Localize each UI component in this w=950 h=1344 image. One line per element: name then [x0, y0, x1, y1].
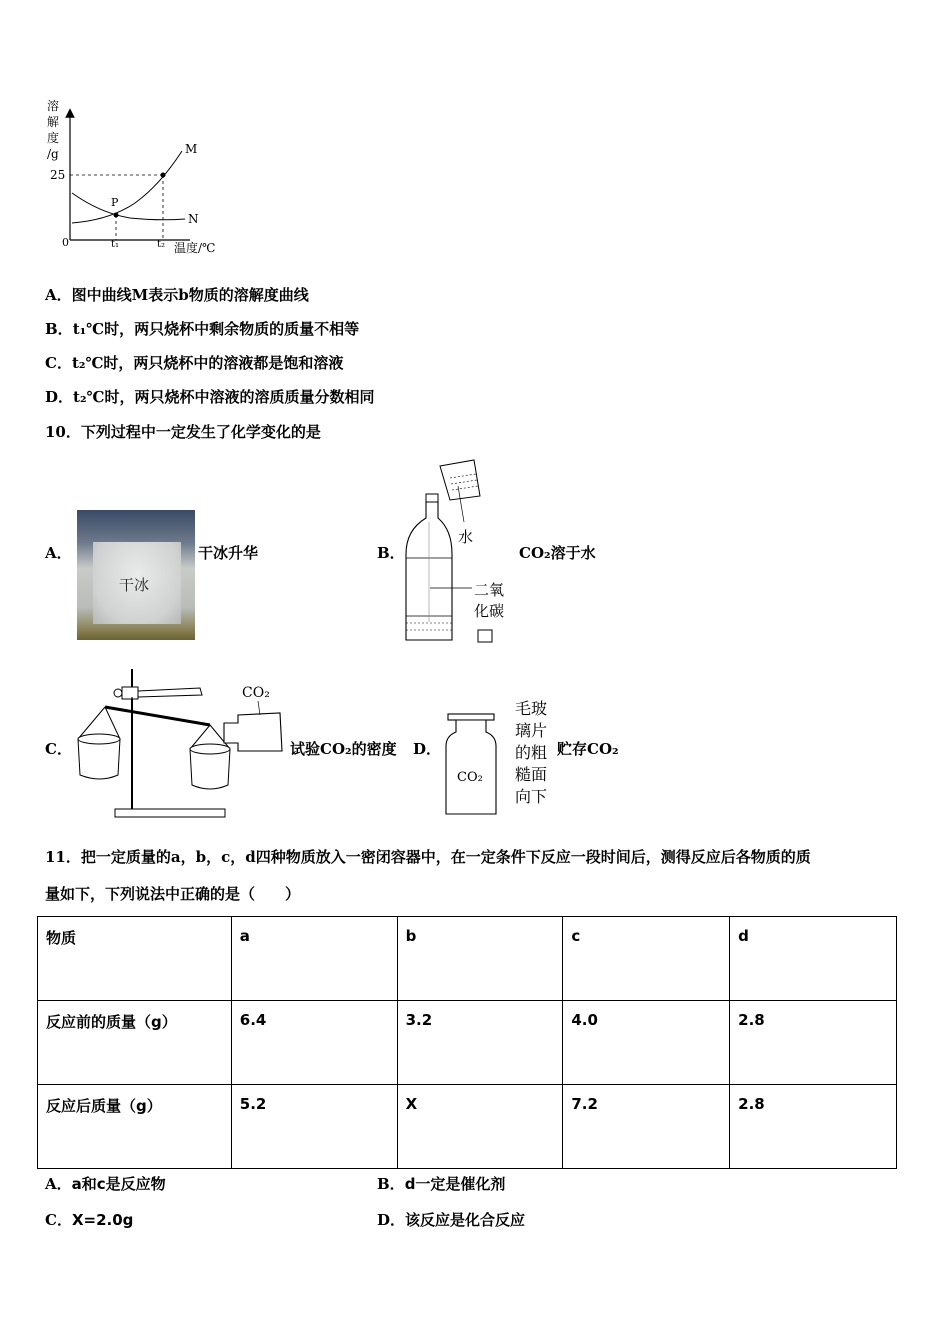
- point-p: [114, 213, 119, 218]
- option-letter: A．: [45, 286, 72, 304]
- bottle-cap: [426, 494, 438, 502]
- curve-n: [72, 193, 185, 220]
- co2-bottle-tilted: [224, 713, 282, 751]
- option-letter: B．: [45, 320, 73, 338]
- q9-option-b: [45, 319, 359, 339]
- q11-option-b: [377, 1174, 505, 1194]
- right-bag: [190, 749, 230, 789]
- x-label: 温度/℃: [174, 241, 216, 255]
- option-letter: A．: [45, 1175, 72, 1193]
- balance-figure: [70, 663, 290, 823]
- y-label-4: /g: [47, 147, 59, 161]
- q10-a-letter: A．: [45, 544, 72, 562]
- option-text: 图中曲线M表示b物质的溶解度曲线: [71, 286, 309, 304]
- q11-stem-line2: 量如下，下列说法中正确的是（ ）: [45, 885, 301, 903]
- y-label-3: 度: [47, 131, 60, 145]
- table-cell: 6.4: [231, 1001, 397, 1085]
- q11-option-c: [45, 1210, 133, 1230]
- table-cell: 2.8: [730, 1001, 897, 1085]
- glass-plate-note: [515, 698, 555, 808]
- co2-bottle-figure: [400, 458, 520, 648]
- gas-label-1: 二氧: [474, 581, 505, 599]
- option-text: a和c是反应物: [71, 1175, 166, 1193]
- point-m25: [161, 173, 166, 178]
- option-text: t₂℃时，两只烧杯中的溶液都是饱和溶液: [71, 354, 344, 372]
- table-cell: 反应前的质量（g）: [38, 1001, 232, 1085]
- table-cell: 5.2: [231, 1085, 397, 1169]
- note-line-4: 糙面: [515, 765, 548, 784]
- label-p: P: [111, 196, 119, 209]
- table-cell: 物质: [38, 917, 232, 1001]
- y-label-1: 溶: [47, 99, 60, 113]
- q10-b-caption: CO₂溶于水: [519, 544, 596, 562]
- table-cell: 反应后质量（g）: [38, 1085, 232, 1169]
- note-line-5: 向下: [515, 787, 548, 806]
- beaker: [440, 460, 480, 500]
- balance-beam: [105, 707, 210, 725]
- option-text: 该反应是化合反应: [405, 1211, 526, 1229]
- q9-option-a: [45, 285, 309, 305]
- q11-stem-line1: 11．把一定质量的a，b，c，d四种物质放入一密闭容器中，在一定条件下反应一段时间后，测得反应后各物质的质: [45, 848, 811, 866]
- dry-ice-photo: [77, 510, 195, 640]
- y-label-2: 解: [47, 115, 60, 129]
- small-cap: [478, 630, 492, 642]
- table-cell: 7.2: [563, 1085, 730, 1169]
- dry-ice-label: 干冰: [119, 576, 150, 594]
- y-tick-25: 25: [50, 168, 66, 182]
- q10-c-letter: C．: [45, 740, 72, 758]
- table-row: [38, 917, 897, 1001]
- table-cell: c: [563, 917, 730, 1001]
- co2-label-d: CO₂: [457, 770, 483, 785]
- table-cell: d: [730, 917, 897, 1001]
- note-line-2: 璃片: [515, 721, 548, 740]
- table-row: [38, 1085, 897, 1169]
- tick-t1: t₁: [111, 239, 120, 250]
- q10-d-caption: 贮存CO₂: [557, 740, 619, 758]
- option-letter: C．: [45, 354, 72, 372]
- stand-base: [115, 809, 225, 817]
- note-line-3: 的粗: [515, 743, 548, 762]
- mass-table: [37, 916, 897, 1169]
- option-letter: B．: [377, 1175, 405, 1193]
- q10-b-letter: B．: [377, 544, 405, 562]
- glass-plate: [448, 714, 494, 720]
- gas-jar: [446, 720, 496, 814]
- solubility-graph: [40, 95, 240, 260]
- option-text: X=2.0g: [71, 1211, 134, 1229]
- table-cell: a: [231, 917, 397, 1001]
- option-letter: D．: [45, 388, 74, 406]
- q10-c-caption: 试验CO₂的密度: [290, 740, 397, 758]
- table-cell: 2.8: [730, 1085, 897, 1169]
- table-cell: 3.2: [397, 1001, 563, 1085]
- gas-jar-figure: [440, 710, 510, 820]
- table-cell: 4.0: [563, 1001, 730, 1085]
- co2-label-c: CO₂: [242, 685, 270, 701]
- q11-option-d: [377, 1210, 525, 1230]
- q9-option-c: [45, 353, 343, 373]
- option-letter: C．: [45, 1211, 72, 1229]
- q10-stem: 10．下列过程中一定发生了化学变化的是: [45, 423, 321, 441]
- q10-d-letter: D．: [413, 740, 442, 758]
- option-text: t₂℃时，两只烧杯中溶液的溶质质量分数相同: [73, 388, 375, 406]
- option-text: t₁℃时，两只烧杯中剩余物质的质量不相等: [72, 320, 360, 338]
- gas-label-2: 化碳: [474, 602, 505, 620]
- table-cell: b: [397, 917, 563, 1001]
- note-line-1: 毛玻: [515, 699, 548, 718]
- label-n: N: [188, 212, 199, 226]
- tick-t2: t₂: [157, 239, 166, 250]
- q11-option-a: [45, 1174, 166, 1194]
- q10-a-caption: 干冰升华: [198, 544, 259, 562]
- option-letter: D．: [377, 1211, 406, 1229]
- curve-m: [72, 151, 182, 223]
- origin-label: 0: [62, 236, 69, 249]
- table-row: [38, 1001, 897, 1085]
- water-label: 水: [458, 528, 474, 546]
- table-cell: X: [397, 1085, 563, 1169]
- q9-option-d: [45, 387, 375, 407]
- left-bag: [78, 739, 120, 779]
- option-text: d一定是催化剂: [404, 1175, 506, 1193]
- label-m: M: [185, 142, 198, 156]
